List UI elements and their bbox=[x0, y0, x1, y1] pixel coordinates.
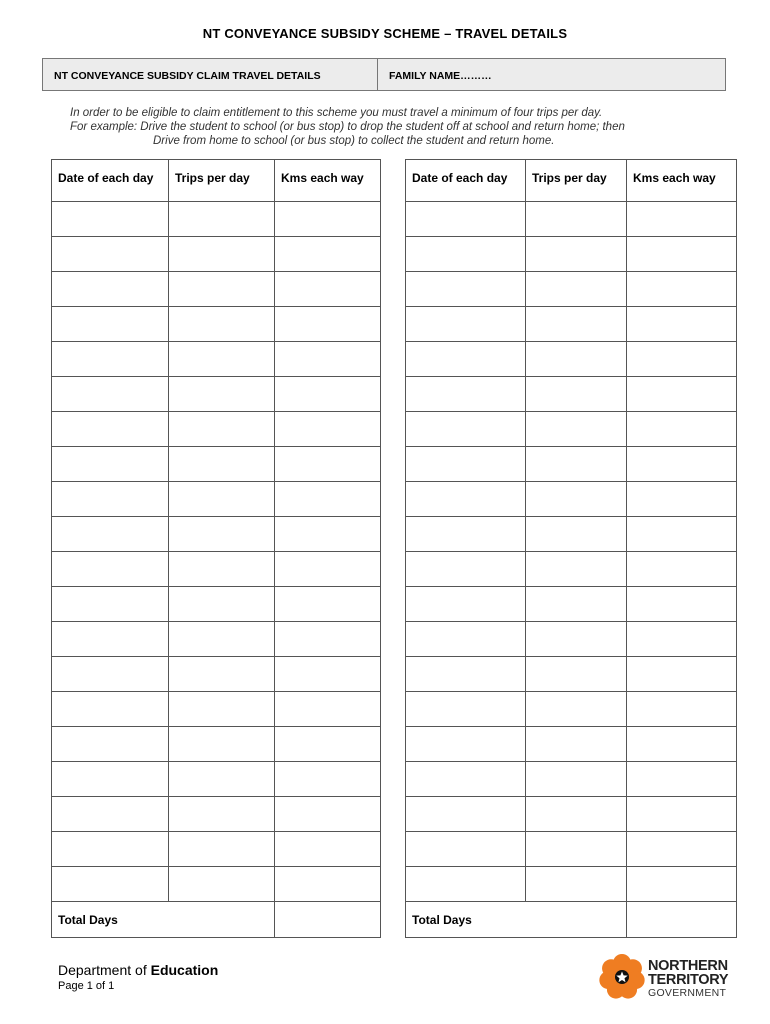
kms-cell[interactable] bbox=[275, 377, 381, 412]
trips-cell[interactable] bbox=[169, 377, 275, 412]
trips-cell[interactable] bbox=[526, 272, 627, 307]
travel-table-right bbox=[405, 159, 737, 938]
kms-cell[interactable] bbox=[627, 412, 737, 447]
kms-cell[interactable] bbox=[275, 447, 381, 482]
claim-title-cell: NT CONVEYANCE SUBSIDY CLAIM TRAVEL DETAILS bbox=[43, 59, 378, 90]
trips-cell[interactable] bbox=[526, 657, 627, 692]
trips-cell[interactable] bbox=[169, 447, 275, 482]
column-header-date: Date of each day bbox=[406, 160, 526, 202]
date-cell[interactable] bbox=[406, 657, 526, 692]
trips-cell[interactable] bbox=[169, 692, 275, 727]
table-row bbox=[406, 692, 737, 727]
date-cell[interactable] bbox=[52, 482, 169, 517]
trips-cell[interactable] bbox=[169, 237, 275, 272]
kms-cell[interactable] bbox=[275, 552, 381, 587]
trips-cell[interactable] bbox=[526, 202, 627, 237]
trips-cell[interactable] bbox=[169, 622, 275, 657]
travel-table-left bbox=[51, 159, 381, 938]
kms-cell[interactable] bbox=[627, 202, 737, 237]
trips-cell[interactable] bbox=[169, 412, 275, 447]
kms-cell[interactable] bbox=[275, 272, 381, 307]
logo-text bbox=[648, 959, 728, 999]
date-cell[interactable] bbox=[406, 727, 526, 762]
kms-cell[interactable] bbox=[275, 202, 381, 237]
date-cell[interactable] bbox=[406, 342, 526, 377]
table-row bbox=[52, 412, 381, 447]
intro-line-2: For example: Drive the student to school (or bus stop) to drop the student off at school and return home; then bbox=[70, 121, 625, 133]
kms-cell[interactable] bbox=[627, 762, 737, 797]
trips-cell[interactable] bbox=[526, 412, 627, 447]
table-row bbox=[52, 832, 381, 867]
family-name-field[interactable]: FAMILY NAME……… bbox=[389, 70, 492, 82]
date-cell[interactable] bbox=[406, 797, 526, 832]
table-row bbox=[52, 762, 381, 797]
trips-cell[interactable] bbox=[169, 552, 275, 587]
table-row bbox=[406, 727, 737, 762]
date-cell[interactable] bbox=[406, 587, 526, 622]
date-cell[interactable] bbox=[52, 272, 169, 307]
table-row bbox=[52, 482, 381, 517]
trips-cell[interactable] bbox=[169, 272, 275, 307]
flower-icon bbox=[598, 953, 648, 1003]
date-cell[interactable] bbox=[406, 867, 526, 902]
kms-cell[interactable] bbox=[627, 307, 737, 342]
trips-cell[interactable] bbox=[169, 762, 275, 797]
date-cell[interactable] bbox=[406, 272, 526, 307]
kms-cell[interactable] bbox=[627, 237, 737, 272]
column-header-kms: Kms each way bbox=[627, 160, 737, 202]
date-cell[interactable] bbox=[52, 447, 169, 482]
kms-cell[interactable] bbox=[627, 622, 737, 657]
trips-cell[interactable] bbox=[169, 202, 275, 237]
kms-cell[interactable] bbox=[275, 797, 381, 832]
table-row bbox=[406, 272, 737, 307]
date-cell[interactable] bbox=[406, 202, 526, 237]
logo-line-1: NORTHERN bbox=[648, 958, 728, 974]
kms-cell[interactable] bbox=[627, 832, 737, 867]
nt-government-logo bbox=[598, 953, 738, 1003]
trips-cell[interactable] bbox=[169, 587, 275, 622]
table-row bbox=[406, 412, 737, 447]
kms-cell[interactable] bbox=[275, 692, 381, 727]
trips-cell[interactable] bbox=[169, 517, 275, 552]
department-bold: Education bbox=[150, 962, 219, 978]
date-cell[interactable] bbox=[52, 342, 169, 377]
date-cell[interactable] bbox=[406, 482, 526, 517]
kms-cell[interactable] bbox=[627, 797, 737, 832]
page-number: Page 1 of 1 bbox=[58, 980, 115, 992]
trips-cell[interactable] bbox=[169, 832, 275, 867]
date-cell[interactable] bbox=[406, 517, 526, 552]
table-row bbox=[406, 587, 737, 622]
table-row bbox=[406, 622, 737, 657]
kms-cell[interactable] bbox=[627, 377, 737, 412]
date-cell[interactable] bbox=[52, 587, 169, 622]
date-cell[interactable] bbox=[52, 202, 169, 237]
kms-cell[interactable] bbox=[275, 622, 381, 657]
column-header-trips: Trips per day bbox=[526, 160, 627, 202]
date-cell[interactable] bbox=[406, 762, 526, 797]
trips-cell[interactable] bbox=[169, 727, 275, 762]
trips-cell[interactable] bbox=[526, 622, 627, 657]
kms-cell[interactable] bbox=[627, 867, 737, 902]
table-row bbox=[52, 342, 381, 377]
table-header-row bbox=[406, 160, 737, 202]
trips-cell[interactable] bbox=[526, 587, 627, 622]
date-cell[interactable] bbox=[52, 517, 169, 552]
trips-cell[interactable] bbox=[169, 797, 275, 832]
date-cell[interactable] bbox=[52, 832, 169, 867]
kms-cell[interactable] bbox=[275, 517, 381, 552]
table-row bbox=[52, 237, 381, 272]
trips-cell[interactable] bbox=[169, 657, 275, 692]
date-cell[interactable] bbox=[406, 692, 526, 727]
trips-cell[interactable] bbox=[526, 342, 627, 377]
table-row bbox=[406, 377, 737, 412]
table-row bbox=[406, 762, 737, 797]
total-row bbox=[52, 902, 381, 938]
date-cell[interactable] bbox=[406, 377, 526, 412]
trips-cell[interactable] bbox=[169, 342, 275, 377]
kms-cell[interactable] bbox=[627, 272, 737, 307]
column-header-trips: Trips per day bbox=[169, 160, 275, 202]
table-row bbox=[52, 517, 381, 552]
table-row bbox=[52, 692, 381, 727]
table-row bbox=[406, 657, 737, 692]
intro-line-3: Drive from home to school (or bus stop) to collect the student and return home. bbox=[153, 135, 555, 146]
date-cell[interactable] bbox=[406, 237, 526, 272]
table-row bbox=[52, 797, 381, 832]
date-cell[interactable] bbox=[406, 447, 526, 482]
kms-cell[interactable] bbox=[627, 692, 737, 727]
date-cell[interactable] bbox=[52, 237, 169, 272]
date-cell[interactable] bbox=[52, 797, 169, 832]
kms-cell[interactable] bbox=[275, 657, 381, 692]
total-days-cell[interactable] bbox=[275, 902, 381, 938]
kms-cell[interactable] bbox=[627, 727, 737, 762]
date-cell[interactable] bbox=[52, 622, 169, 657]
table-row bbox=[52, 272, 381, 307]
trips-cell[interactable] bbox=[526, 237, 627, 272]
table-row bbox=[406, 552, 737, 587]
date-cell[interactable] bbox=[406, 832, 526, 867]
total-days-label: Total Days bbox=[52, 902, 275, 938]
logo-line-3: GOVERNMENT bbox=[648, 987, 727, 999]
table-row bbox=[406, 342, 737, 377]
trips-cell[interactable] bbox=[526, 517, 627, 552]
table-row bbox=[52, 657, 381, 692]
trips-cell[interactable] bbox=[526, 832, 627, 867]
kms-cell[interactable] bbox=[627, 342, 737, 377]
kms-cell[interactable] bbox=[627, 447, 737, 482]
kms-cell[interactable] bbox=[275, 307, 381, 342]
kms-cell[interactable] bbox=[275, 832, 381, 867]
trips-cell[interactable] bbox=[169, 867, 275, 902]
date-cell[interactable] bbox=[406, 552, 526, 587]
total-days-label: Total Days bbox=[406, 902, 627, 938]
table-row bbox=[52, 727, 381, 762]
table-row bbox=[52, 622, 381, 657]
date-cell[interactable] bbox=[52, 867, 169, 902]
table-row bbox=[406, 797, 737, 832]
table-row bbox=[52, 552, 381, 587]
table-row bbox=[406, 832, 737, 867]
table-row bbox=[406, 237, 737, 272]
logo-line-2: TERRITORY bbox=[648, 972, 729, 988]
kms-cell[interactable] bbox=[275, 867, 381, 902]
trips-cell[interactable] bbox=[526, 867, 627, 902]
trips-cell[interactable] bbox=[169, 482, 275, 517]
kms-cell[interactable] bbox=[627, 482, 737, 517]
table-header-row bbox=[52, 160, 381, 202]
kms-cell[interactable] bbox=[275, 482, 381, 517]
date-cell[interactable] bbox=[52, 657, 169, 692]
trips-cell[interactable] bbox=[169, 307, 275, 342]
page-title: NT CONVEYANCE SUBSIDY SCHEME – TRAVEL DETAILS bbox=[202, 26, 568, 41]
department-name bbox=[58, 962, 218, 978]
intro-line-1: In order to be eligible to claim entitlement to this scheme you must travel a minimum of four trips per day. bbox=[70, 107, 603, 119]
table-row bbox=[406, 447, 737, 482]
kms-cell[interactable] bbox=[627, 517, 737, 552]
table-row bbox=[406, 867, 737, 902]
trips-cell[interactable] bbox=[526, 482, 627, 517]
trips-cell[interactable] bbox=[526, 797, 627, 832]
trips-cell[interactable] bbox=[526, 307, 627, 342]
table-row bbox=[52, 202, 381, 237]
date-cell[interactable] bbox=[406, 622, 526, 657]
eligibility-instructions bbox=[70, 106, 750, 146]
date-cell[interactable] bbox=[52, 727, 169, 762]
trips-cell[interactable] bbox=[526, 377, 627, 412]
table-row bbox=[406, 307, 737, 342]
date-cell[interactable] bbox=[52, 692, 169, 727]
table-row bbox=[52, 867, 381, 902]
kms-cell[interactable] bbox=[627, 657, 737, 692]
date-cell[interactable] bbox=[52, 412, 169, 447]
table-row bbox=[406, 482, 737, 517]
trips-cell[interactable] bbox=[526, 552, 627, 587]
date-cell[interactable] bbox=[406, 412, 526, 447]
table-row bbox=[52, 447, 381, 482]
date-cell[interactable] bbox=[406, 307, 526, 342]
date-cell[interactable] bbox=[52, 307, 169, 342]
column-header-kms: Kms each way bbox=[275, 160, 381, 202]
table-row bbox=[52, 377, 381, 412]
date-cell[interactable] bbox=[52, 552, 169, 587]
header-box bbox=[42, 58, 726, 91]
table-row bbox=[52, 307, 381, 342]
department-prefix: Department of bbox=[58, 962, 151, 978]
kms-cell[interactable] bbox=[627, 552, 737, 587]
trips-cell[interactable] bbox=[526, 692, 627, 727]
kms-cell[interactable] bbox=[275, 237, 381, 272]
date-cell[interactable] bbox=[52, 762, 169, 797]
kms-cell[interactable] bbox=[275, 342, 381, 377]
kms-cell[interactable] bbox=[275, 727, 381, 762]
table-row bbox=[406, 202, 737, 237]
kms-cell[interactable] bbox=[275, 762, 381, 797]
table-row bbox=[406, 517, 737, 552]
kms-cell[interactable] bbox=[275, 412, 381, 447]
trips-cell[interactable] bbox=[526, 762, 627, 797]
column-header-date: Date of each day bbox=[52, 160, 169, 202]
table-row bbox=[52, 587, 381, 622]
trips-cell[interactable] bbox=[526, 727, 627, 762]
kms-cell[interactable] bbox=[275, 587, 381, 622]
trips-cell[interactable] bbox=[526, 447, 627, 482]
date-cell[interactable] bbox=[52, 377, 169, 412]
total-days-cell[interactable] bbox=[627, 902, 737, 938]
kms-cell[interactable] bbox=[627, 587, 737, 622]
total-row bbox=[406, 902, 737, 938]
